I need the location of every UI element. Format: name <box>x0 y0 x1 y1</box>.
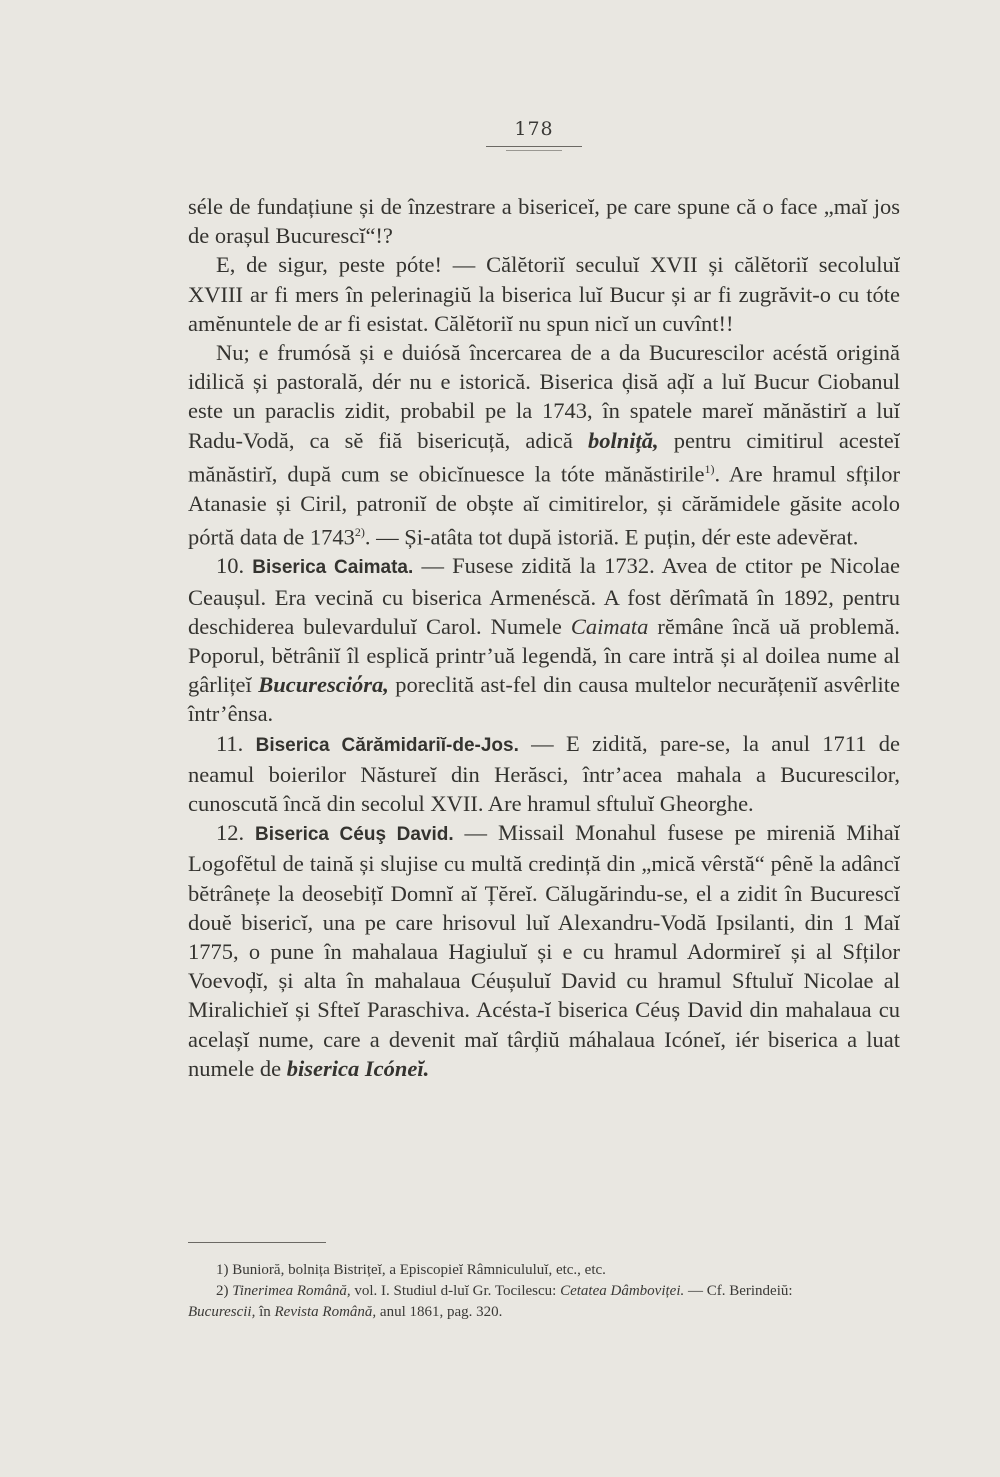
page-number-rule-short <box>506 150 562 151</box>
entry-number-11: 11. <box>216 730 244 756</box>
footnote-2-mark: 2) <box>216 1283 229 1299</box>
paragraph-6 <box>188 818 900 1083</box>
footnote-2-cetatea: Cetatea Dâmboviței. <box>560 1283 685 1299</box>
paragraph-4-text: — Fusese zidită la 1732. Avea de ctitor pe Nicolae Ceaușul. Era vecină cu biserica Armenéscă. A fost dĕrîmată în 1892, pentru deschiderea bulevarduluĭ Carol. Numele <box>188 553 901 639</box>
footnote-2-text-c: în <box>259 1304 271 1320</box>
paragraph-6-text: — Missail Monahul fusese pe mireniă Mihaĭ Logofĕtul de taină și slujise cu multă credință din „mică vêrstă“ pênĕ la adâncĭ bĕtrânețe la deosebițĭ Domnĭ aĭ Țĕreĭ. Călugărindu-se, el a zidit în Bucurescĭ douĕ bisericĭ, una pe care hrisovul luĭ Alexandru-Vodă Ipsilanti, din 1 Maĭ 1775, o pune în mahalaua Hagiuluĭ și e cu hramul Adormireĭ și al Sfților Voevoḑĭ, și alta în mahalaua Céușuluĭ David cu hramul Sftuluĭ Nicolae al Miralichieĭ și Sfteĭ Paraschiva. Acésta-ĭ biserica Céuș David din mahalaua cu acelașĭ nume, care a devenit maĭ târḑiŭ máhalaua Icóneĭ, iér biserica a luat numele de <box>188 820 901 1081</box>
paragraph-4-text-b: rĕmâne încă uă problemă. Poporul, bĕtrâniĭ îl esplică printr’uă legendă, în care intră și al doilea nume al gârlițeĭ <box>188 613 900 698</box>
body-text <box>188 192 900 1083</box>
entry-number-12: 12. <box>216 820 245 846</box>
page-number-rule <box>486 146 582 147</box>
footnote-1-mark: 1) <box>216 1262 229 1278</box>
footnote-2-continued <box>188 1302 900 1323</box>
paragraph-3-text-c: . Are hramul sfților Atanasie și Ciril, patroniĭ de obște aĭ cimitirelor, și cărămidele găsite acolo pórtă data de 1743 <box>188 461 900 550</box>
term-bolnita: bolniță, <box>587 427 659 453</box>
paragraph-5-text: — E zidită, pare-se, la anul 1711 de neamul boierilor Năstureĭ din Herăsci, într’acea mahala a Bucurescilor, cunoscută încă din secolul XVII. Are hramul sftuluĭ Gheorghe. <box>188 730 900 817</box>
term-biserica-iconei: biserica Icóneĭ. <box>286 1055 430 1081</box>
footnotes <box>188 1260 900 1323</box>
footnote-ref-1: 1) <box>704 461 715 476</box>
footnote-2 <box>188 1281 900 1302</box>
entry-title-caimata: Biserica Caimata. <box>252 557 414 579</box>
paragraph-5 <box>188 729 900 819</box>
footnote-2-bucurescii: Bucurescii, <box>188 1304 256 1320</box>
footnote-1-text: Buniοră, bolnița Bistrițeĭ, a Episcopieĭ Râmnicululuĭ, etc., etc. <box>232 1262 606 1278</box>
paragraph-3-text: Nu; e frumósă și e duiósă încercarea de a da Bucurescilor acéstă origină idilică și pastorală, dér nu e istorică. Biserica ḑisă aḑĭ a luĭ Bucur Ciobanul este un paraclis zidit, probabil pe la 1743, în spatele mareĭ mănăstirĭ a luĭ Radu-Vodă, ca sĕ fiă bisericuță, adică <box>188 340 900 453</box>
footnote-2-text-d: anul 1861, pag. 320. <box>379 1304 503 1320</box>
paragraph-4 <box>188 551 900 728</box>
paragraph-2: E, de sigur, peste póte! — Călĕtoriĭ seculuĭ XVII și călĕtoriĭ secoluluĭ XVIII ar fi mers în pelerinagiŭ la biserica luĭ Bucur și ar fi zugrăvit-o cu tóte amĕnuntele de ar fi esistat. Călĕtoriĭ nu spun nicĭ un cuvînt!! <box>188 252 900 336</box>
footnote-separator <box>188 1242 326 1243</box>
term-bucuresciora: Bucuresciόra, <box>258 672 389 698</box>
entry-title-ceus-david: Biserica Céuş David. <box>255 824 454 846</box>
footnote-1 <box>188 1260 900 1281</box>
entry-title-caramidarii: Biserica Cărămidariĭ-de-Jos. <box>255 734 519 756</box>
paragraph-3-text-d: . — Și-atâta tot după istoriă. E puțin, dér este adevĕrat. <box>364 524 859 550</box>
footnote-2-text-b: — Cf. Berindeiŭ: <box>687 1283 793 1299</box>
footnote-2-revista: Revista Română, <box>274 1304 377 1320</box>
paragraph-1: séle de fundațiune și de înzestrare a bisericeĭ, pe care spune că o face „maĭ jos de orașul Bucurescĭ“!? <box>188 194 900 249</box>
term-caimata: Caimata <box>570 613 649 639</box>
page-number: 178 <box>514 118 554 140</box>
footnote-2-text-a: vol. I. Studiul d-luĭ Gr. Tocilescu: <box>354 1283 557 1299</box>
paragraph-3-text-b: pentru cimitirul acesteĭ mănăstirĭ, după cum se obicĭnuesce la tóte mănăstirile <box>188 427 901 487</box>
entry-number-10: 10. <box>216 553 245 579</box>
paragraph-4-text-c: poreclită ast-fel din causa multelor necurățeniĭ asvêrlite într’ênsa. <box>188 672 901 727</box>
footnote-2-tinerimea: Tinerimea Română, <box>232 1283 351 1299</box>
paragraph-3 <box>188 338 900 551</box>
footnote-ref-2: 2) <box>354 524 365 539</box>
